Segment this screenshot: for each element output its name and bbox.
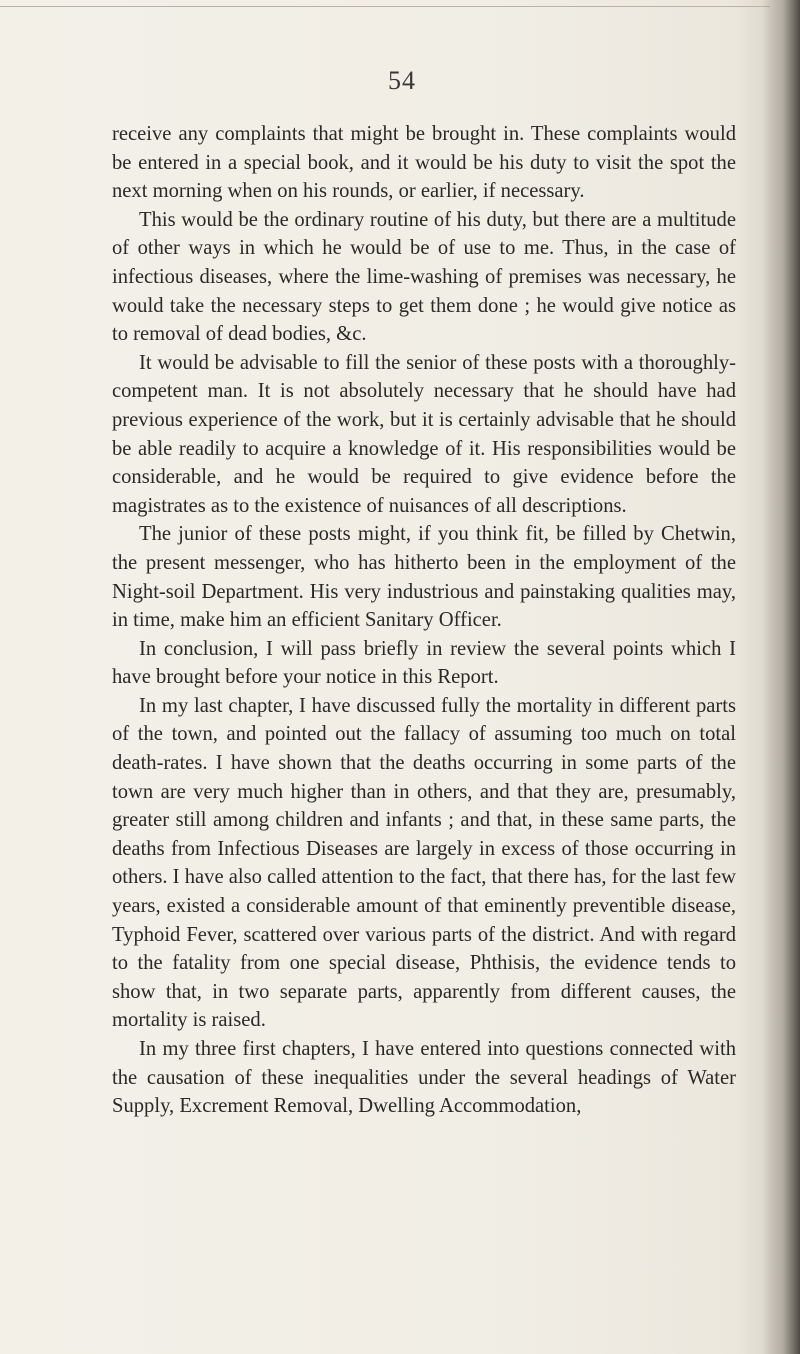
paragraph-2: This would be the ordinary routine of his duty, but there are a multitude of other ways in which he would be of use to me. Thus, in the case of infectious diseases, where the lime-washing of premises was necessary, he would take the necessary steps to get them done ; he would give notice as to removal of dead bodies, &c. bbox=[112, 208, 736, 346]
paragraph-3: It would be advisable to fill the senior of these posts with a thoroughly-competent man. It is not absolutely necessary that he should have had previous experience of the work, but it is certainly advisable that he should be able readily to acquire a knowledge of it. His responsibilities would be considerable, and he would be required to give evidence before the magistrates as to the existence of nuisances of all descriptions. bbox=[112, 351, 736, 517]
page-number: 54 bbox=[388, 66, 416, 95]
page-top-edge bbox=[0, 6, 770, 7]
paragraph-1: receive any complaints that might be brought in. These complaints would be entered in a special book, and it would be his duty to visit the spot the next morning when on his rounds, or earlier, if necessary. bbox=[112, 123, 736, 203]
paragraph-6: In my last chapter, I have discussed fully the mortality in different parts of the town, and pointed out the fallacy of assuming too much on total death-rates. I have shown that the deaths occurring in some parts of the town are very much higher than in others, and that they are, presumably, greater still among children and infants ; and that, in these same parts, the deaths from Infectious Diseases are largely in excess of those occurring in others. I have also called attention to the fact, that there has, for the last few years, existed a considerable amount of that eminently preventible disease, Typhoid Fever, scattered over various parts of the district. And with regard to the fatality from one special disease, Phthisis, the evidence tends to show that, in two separate parts, apparently from different causes, the mortality is raised. bbox=[112, 694, 736, 1032]
page-binding-shadow bbox=[762, 0, 800, 1354]
paragraph-4: The junior of these posts might, if you think fit, be filled by Chetwin, the present messenger, who has hitherto been in the employment of the Night-soil Department. His very industrious and painstaking qualities may, in time, make him an efficient Sanitary Officer. bbox=[112, 523, 736, 632]
body-text bbox=[112, 120, 736, 1121]
paragraph-5: In conclusion, I will pass briefly in review the several points which I have brought before your notice in this Report. bbox=[112, 637, 736, 689]
paragraph-7: In my three first chapters, I have entered into questions connected with the causation of these inequalities under the several headings of Water Supply, Excrement Removal, Dwelling Accommodation, bbox=[112, 1038, 736, 1118]
